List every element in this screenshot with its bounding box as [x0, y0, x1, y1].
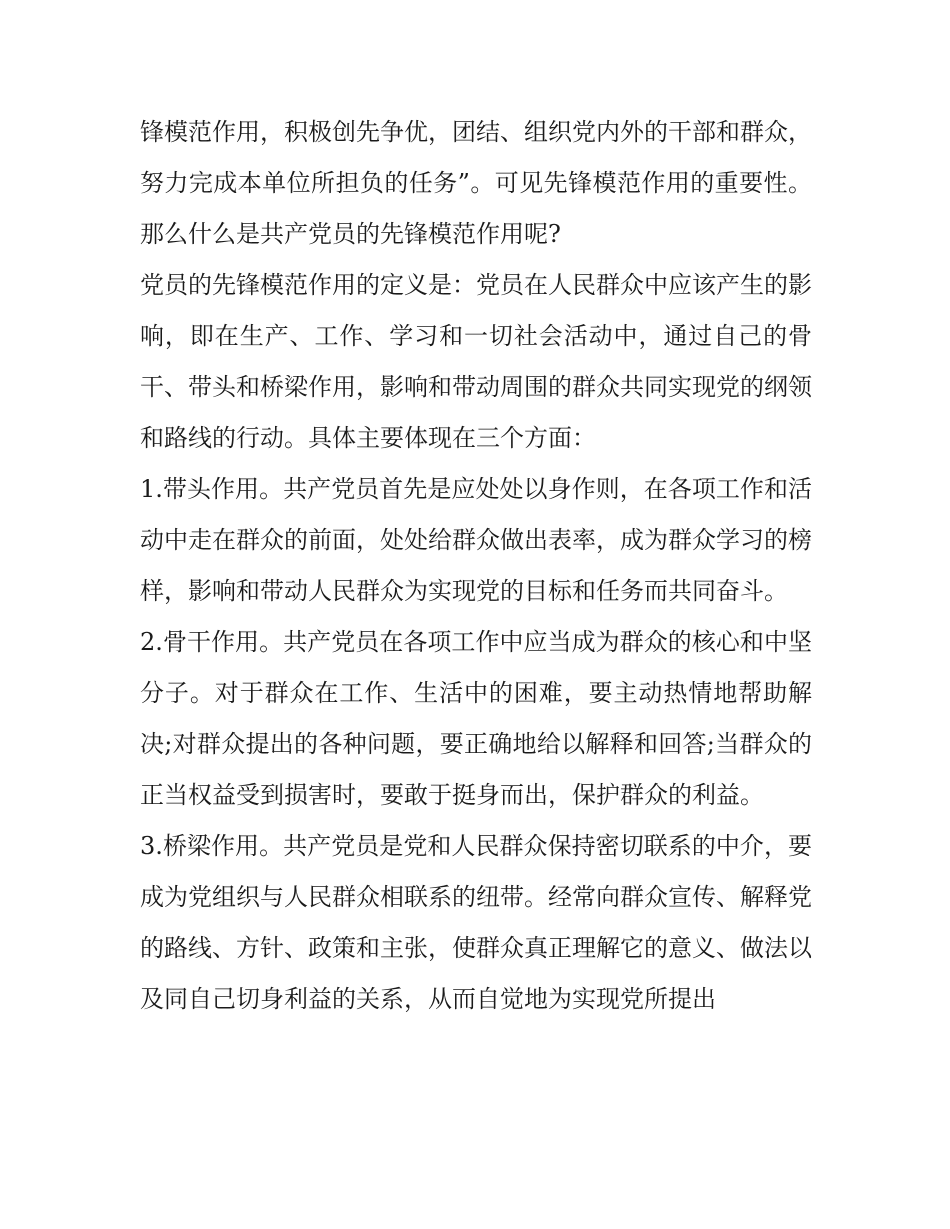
paragraph-definition: 党员的先锋模范作用的定义是：党员在人民群众中应该产生的影响，即在生产、工作、学习和一切社会活动中，通过自己的骨干、带头和桥梁作用，影响和带动周围的群众共同实现党的纲领和路线的行动。具体主要体现在三个方面： — [140, 271, 812, 452]
paragraph-leading-role: 1.带头作用。共产党员首先是应处处以身作则，在各项工作和活动中走在群众的前面，处处给群众做出表率，成为群众学习的榜样，影响和带动人民群众为实现党的目标和任务而共同奋斗。 — [140, 475, 812, 605]
paragraph-continuation: 锋模范作用，积极创先争优，团结、组织党内外的干部和群众，努力完成本单位所担负的任务”。可见先锋模范作用的重要性。那么什么是共产党员的先锋模范作用呢? — [140, 118, 812, 248]
document-body — [140, 107, 812, 1025]
paragraph-bridge-role: 3.桥梁作用。共产党员是党和人民群众保持密切联系的中介，要成为党组织与人民群众相联系的纽带。经常向群众宣传、解释党的路线、方针、政策和主张，使群众真正理解它的意义、做法以及同自己切身利益的关系，从而自觉地为实现党所提出 — [140, 832, 812, 1013]
paragraph-backbone-role: 2.骨干作用。共产党员在各项工作中应当成为群众的核心和中坚分子。对于群众在工作、生活中的困难，要主动热情地帮助解决;对群众提出的各种问题，要正确地给以解释和回答;当群众的正当权益受到损害时，要敢于挺身而出，保护群众的利益。 — [140, 628, 812, 809]
